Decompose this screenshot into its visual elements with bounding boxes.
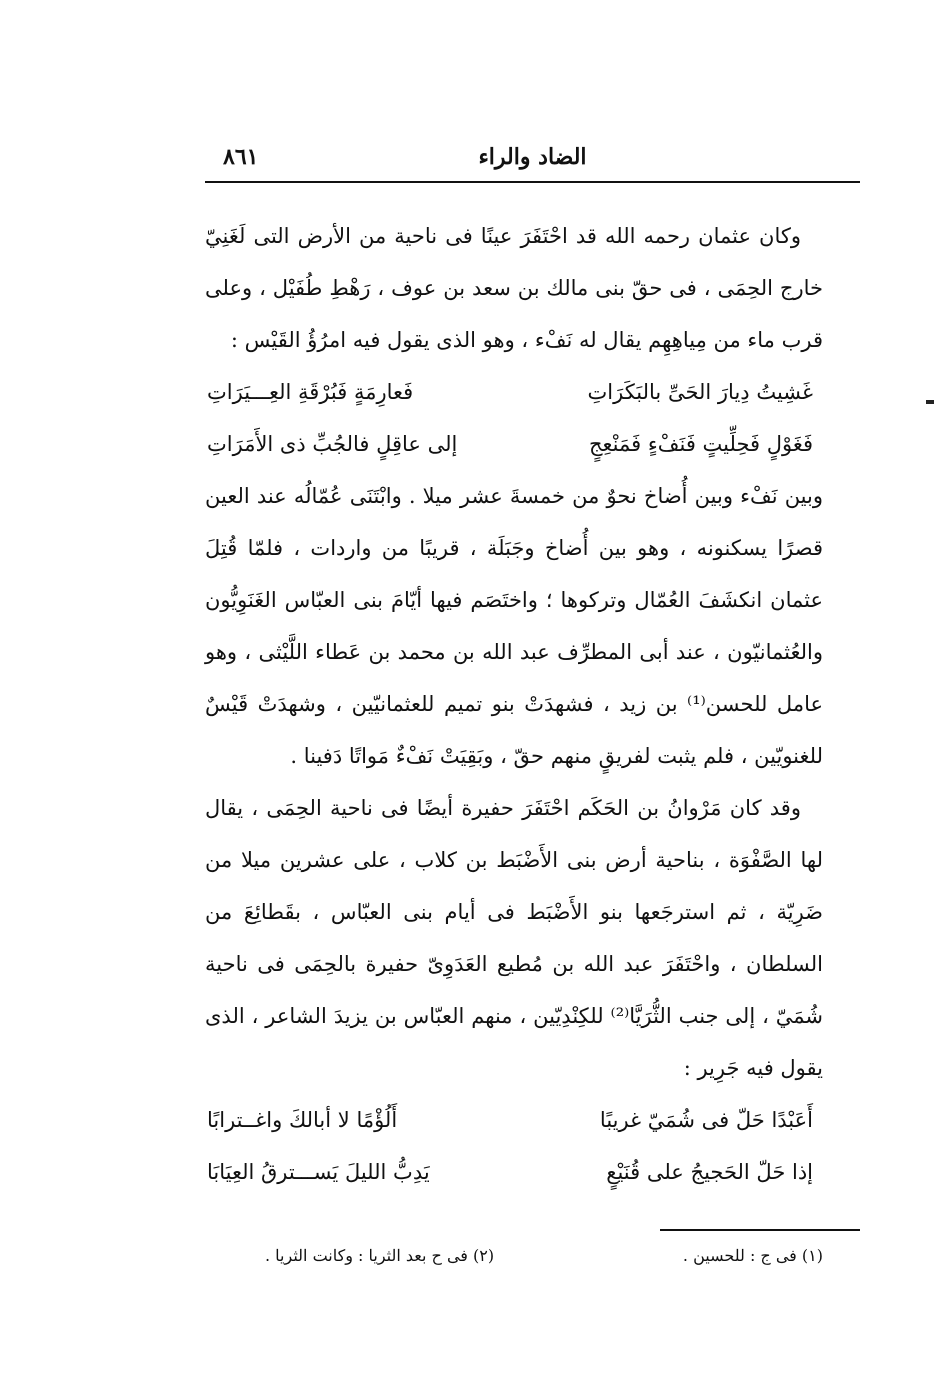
paragraph: وبين نَفْء وبين أُضاخ نحوٌ من خمسةَ عشر ميلا . وابْتَنَى عُمّالُه عند العين قصرًا يسكنونه ، وهو بين أُضاخ وجَبَلَة ، قريبًا من واردات ، فلمّا قُتِلَ عثمان انكشَفَ العُمّال وتركوها ؛ واختَصَم فيها أيّامَ بنى العبّاس الغَنَوِيُّون والعُثمانيّون ، عند أبى المطرِّف عبد الله بن محمد بن عَطاء اللَّيْثى ، وهو عامل للحسن⁽¹⁾ بن زيد ، فشهدَتْ بنو تميم للعثمانيّين ، وشهدَتْ قَيْسٌ للغنويّين ، فلم يثبت لفريقٍ منهم حقّ ، وبَقِيَتْ نَفْءٌ مَواتًا دَفينا . — [205, 484, 823, 768]
poem-jarir — [205, 1094, 823, 1198]
verse-second-hemistich: يَدِبُّ الليلَ يَســـترقُ العِيَابَا — [207, 1160, 430, 1184]
header-rule — [205, 181, 860, 183]
paragraph: وكان عثمان رحمه الله قد احْتَفَرَ عينًا فى ناحية من الأرض التى لَغَنِيّ خارج الحِمَى ، فى حقّ بنى مالك بن سعد بن عوف ، رَهْطِ طُفَيْل ، وعلى قرب ماء من مِياهِهِم يقال له نَفْء ، وهو الذى يقول فيه امرُؤُ القَيْس : — [205, 224, 823, 352]
verse-first-hemistich: فَغَوْلٍ فَحِلِّيتٍ فَنَفْءٍ فَمَنْعِجٍ — [589, 432, 813, 456]
verse-line — [205, 1146, 823, 1198]
chapter-title: الضاد والراء — [478, 144, 587, 170]
verse-second-hemistich: فَعارِمَةٍ فَبُرْقَةِ العِـــيَرَاتِ — [207, 380, 414, 404]
verse-line — [205, 366, 823, 418]
paragraph: وقد كان مَرْوانُ بن الحَكَم احْتَفَرَ حفيرة أيضًا فى ناحية الحِمَى ، يقال لها الصَّفْوَة ، بناحية أرض بنى الأَضْبَط بن كلاب ، على عشرين ميلا من ضَرِيّة ، ثم استرجَعها بنو الأَضْبَط فى أيام بنى العبّاس ، بقَطائِعَ من السلطان ، واحْتَفَرَ عبد الله بن مُطيع العَدَوِىّ حفيرة بالحِمَى فى ناحية شُمَيّ ، إلى جنب الثُّرَيَّا⁽²⁾ للكِنْدِيّين ، منهم العبّاس بن يزيدَ الشاعر ، الذى يقول فيه جَرِير : — [205, 796, 824, 1080]
footnotes — [205, 1240, 823, 1276]
poem-imru-al-qais — [205, 366, 823, 470]
footnote-2: (٢) فى ح بعد الثريا : وكانت الثريا . — [265, 1246, 495, 1265]
verse-second-hemistich: إلى عاقِلٍ فالجُبِّ ذى الأَمَرَاتِ — [207, 432, 458, 456]
main-text — [205, 210, 823, 1198]
verse-line — [205, 1094, 823, 1146]
verse-first-hemistich: أَعَبْدًا حَلّ فى شُمَيّ غريبًا — [599, 1108, 813, 1132]
footnote-rule — [660, 1229, 860, 1231]
verse-first-hemistich: إذا حَلّ الحَجيجُ على قُنَيْعٍ — [606, 1160, 813, 1184]
verse-second-hemistich: أَلُؤْمًا لا أبالكَ واغــترابًا — [207, 1108, 398, 1132]
page-number: ٨٦١ — [223, 144, 259, 170]
running-header — [205, 140, 860, 180]
margin-mark — [926, 400, 934, 404]
verse-first-hemistich: غَشِيتُ دِيارَ الحَىِّ بالبَكَرَاتِ — [587, 380, 813, 404]
verse-line — [205, 418, 823, 470]
footnote-1: (١) فى ج : للحسين . — [682, 1246, 823, 1265]
